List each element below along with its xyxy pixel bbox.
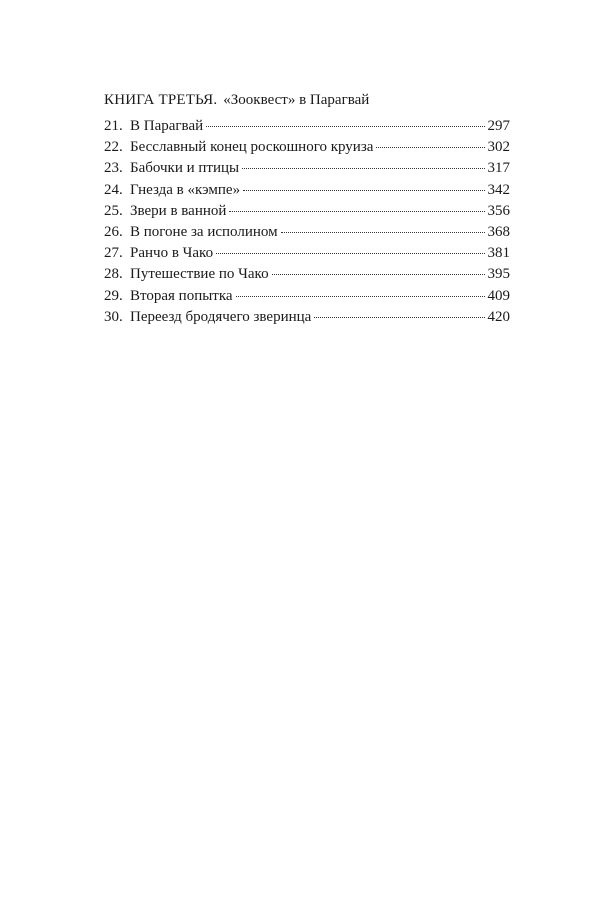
page-number: 317	[487, 160, 510, 177]
dot-leader	[314, 317, 484, 318]
chapter-number: 24.	[104, 181, 123, 198]
chapter-number: 21.	[104, 118, 123, 134]
page-number: 342	[487, 181, 510, 198]
chapter-title: Звери в ванной	[130, 202, 227, 219]
chapter-number: 30.	[104, 308, 123, 325]
toc-entry	[104, 158, 510, 179]
toc-entry	[104, 116, 510, 137]
chapter-number: 29.	[104, 287, 123, 304]
book-part-label: КНИГА ТРЕТЬЯ.	[104, 92, 218, 108]
toc-entry	[104, 180, 510, 201]
dot-leader	[243, 190, 484, 191]
chapter-number: 23.	[104, 160, 123, 177]
page-number: 368	[487, 223, 510, 240]
table-of-contents	[104, 90, 510, 328]
chapter-number: 27.	[104, 245, 123, 262]
dot-leader	[236, 296, 485, 297]
chapter-title: Гнезда в «кэмпе»	[130, 181, 241, 198]
page-number: 420	[487, 308, 510, 325]
chapter-title: Бесславный конец роскошного круиза	[130, 139, 374, 156]
dot-leader	[229, 211, 484, 212]
page-number: 297	[487, 118, 510, 134]
dot-leader	[272, 274, 485, 275]
chapter-title: Путешествие по Чако	[130, 266, 269, 283]
chapter-number: 22.	[104, 139, 123, 156]
chapter-title: В погоне за исполином	[130, 223, 278, 240]
chapter-number: 25.	[104, 202, 123, 219]
chapter-title: Вторая попытка	[130, 287, 233, 304]
toc-entry	[104, 137, 510, 158]
page-number: 395	[487, 266, 510, 283]
chapter-number: 26.	[104, 223, 123, 240]
toc-entry	[104, 243, 510, 264]
chapter-number: 28.	[104, 266, 123, 283]
chapter-title: Переезд бродячего зверинца	[130, 308, 312, 325]
chapter-title: В Парагвай	[130, 118, 204, 134]
dot-leader	[206, 126, 484, 127]
page-number: 356	[487, 202, 510, 219]
toc-entry	[104, 201, 510, 222]
dot-leader	[242, 168, 484, 169]
toc-entry	[104, 264, 510, 285]
chapter-title: Ранчо в Чако	[130, 245, 214, 262]
toc-entry	[104, 307, 510, 328]
page-number: 302	[487, 139, 510, 156]
book-part-title: «Зооквест» в Парагвай	[223, 92, 370, 108]
chapter-title: Бабочки и птицы	[130, 160, 240, 177]
dot-leader	[376, 147, 484, 148]
page-number: 409	[487, 287, 510, 304]
dot-leader	[281, 232, 485, 233]
dot-leader	[216, 253, 484, 254]
toc-entry	[104, 286, 510, 307]
toc-entry	[104, 222, 510, 243]
page-number: 381	[487, 245, 510, 262]
section-heading	[104, 90, 510, 110]
